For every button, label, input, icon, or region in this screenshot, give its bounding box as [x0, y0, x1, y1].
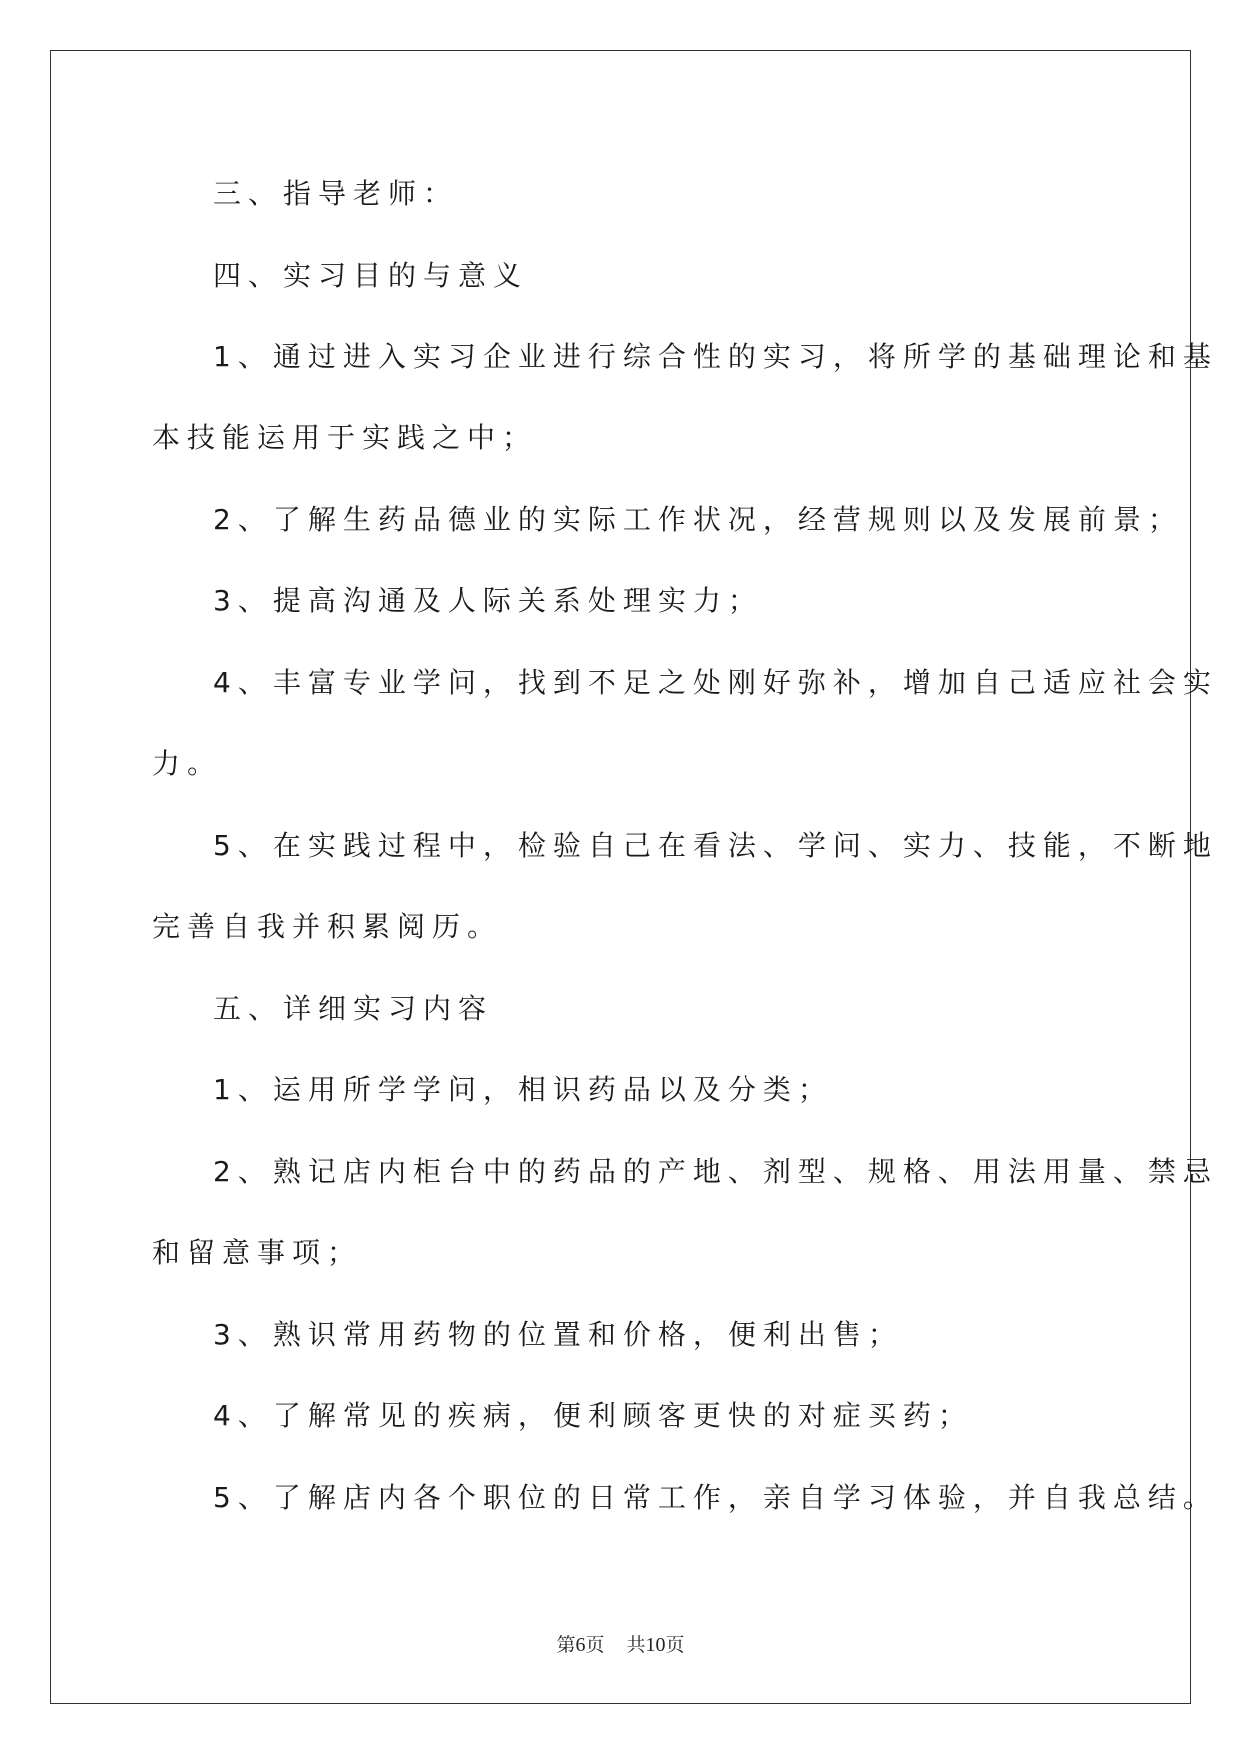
footer-page-number: 6 — [575, 1634, 586, 1656]
heading-advisor: 三、指导老师： — [213, 177, 459, 210]
footer-total-suffix: 页 — [665, 1634, 685, 1656]
purpose-item-4-line-1: 4、丰富专业学问，找到不足之处刚好弥补，增加自己适应社会实 — [213, 666, 1218, 699]
content-item-5: 5、了解店内各个职位的日常工作，亲自学习体验，并自我总结。 — [213, 1481, 1218, 1514]
page-footer — [0, 1630, 1241, 1657]
footer-page-suffix: 页 — [585, 1634, 605, 1656]
content-item-4: 4、了解常见的疾病，便利顾客更快的对症买药； — [213, 1399, 973, 1432]
purpose-item-5-line-2: 完善自我并积累阅历。 — [152, 910, 503, 943]
purpose-item-5-line-1: 5、在实践过程中，检验自己在看法、学问、实力、技能，不断地 — [213, 829, 1218, 862]
footer-total-prefix: 共 — [626, 1634, 646, 1656]
purpose-item-4-line-2: 力。 — [152, 747, 223, 780]
page-border — [50, 50, 1191, 1704]
content-item-3: 3、熟识常用药物的位置和价格，便利出售； — [213, 1318, 903, 1351]
purpose-item-1-line-2: 本技能运用于实践之中； — [152, 421, 538, 454]
footer-total-number: 10 — [645, 1634, 666, 1656]
purpose-item-1-line-1: 1、通过进入实习企业进行综合性的实习，将所学的基础理论和基 — [213, 340, 1218, 373]
heading-purpose: 四、实习目的与意义 — [213, 259, 529, 292]
heading-content: 五、详细实习内容 — [213, 992, 494, 1025]
content-item-2-line-1: 2、熟记店内柜台中的药品的产地、剂型、规格、用法用量、禁忌 — [213, 1155, 1218, 1188]
content-item-1: 1、运用所学学问，相识药品以及分类； — [213, 1073, 833, 1106]
footer-page-prefix: 第 — [556, 1634, 576, 1656]
purpose-item-2: 2、了解生药品德业的实际工作状况，经营规则以及发展前景； — [213, 503, 1183, 536]
purpose-item-3: 3、提高沟通及人际关系处理实力； — [213, 584, 763, 617]
content-item-2-line-2: 和留意事项； — [152, 1236, 363, 1269]
